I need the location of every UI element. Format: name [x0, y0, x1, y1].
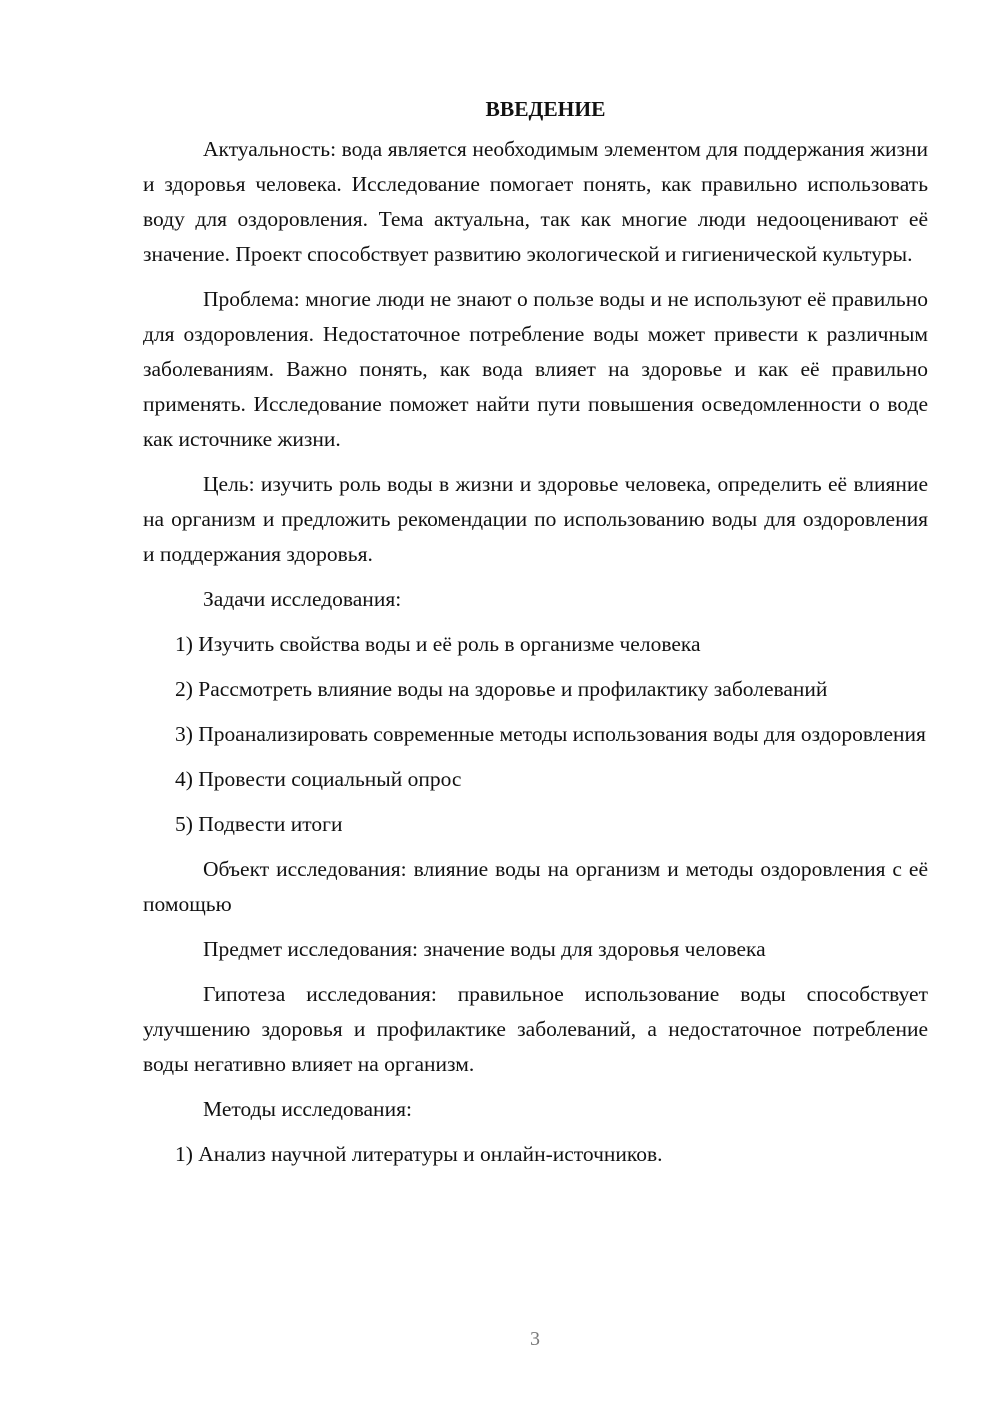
paragraph-goal: Цель: изучить роль воды в жизни и здоровье человека, определить её влияние на организм и предложить рекомендации по использованию воды для оздоровления и поддержания здоровья. — [143, 472, 928, 566]
task-item-3: 3) Проанализировать современные методы использования воды для оздоровления — [175, 722, 926, 746]
methods-heading: Методы исследования: — [203, 1097, 412, 1121]
page-number: 3 — [530, 1328, 540, 1350]
page-title: ВВЕДЕНИЕ — [485, 97, 606, 121]
paragraph-problem: Проблема: многие люди не знают о пользе воды и не используют её правильно для оздоровления. Недостаточное потребление воды может привести к различным заболеваниям. Важно понять, как вода влияет на здоровье и как её правильно применять. Исследование поможет найти пути повышения осведомленности о воде как источнике жизни. — [143, 287, 928, 451]
task-item-2: 2) Рассмотреть влияние воды на здоровье и профилактику заболеваний — [175, 677, 828, 701]
task-item-5: 5) Подвести итоги — [175, 812, 343, 836]
method-item-1: 1) Анализ научной литературы и онлайн-источников. — [175, 1142, 663, 1166]
task-item-4: 4) Провести социальный опрос — [175, 767, 462, 791]
task-item-1: 1) Изучить свойства воды и её роль в организме человека — [175, 632, 701, 656]
paragraph-relevance: Актуальность: вода является необходимым элементом для поддержания жизни и здоровья человека. Исследование помогает понять, как правильно использовать воду для оздоровления. Тема актуальна, так как многие люди недооценивают её значение. Проект способствует развитию экологической и гигиенической культуры. — [143, 137, 928, 266]
paragraph-hypothesis: Гипотеза исследования: правильное использование воды способствует улучшению здоровья и профилактике заболеваний, а недостаточное потребление воды негативно влияет на организм. — [143, 982, 928, 1076]
paragraph-object: Объект исследования: влияние воды на организм и методы оздоровления с её помощью — [143, 857, 928, 916]
tasks-heading: Задачи исследования: — [203, 587, 402, 611]
paragraph-subject: Предмет исследования: значение воды для здоровья человека — [203, 937, 766, 961]
document-page — [143, 92, 928, 1182]
